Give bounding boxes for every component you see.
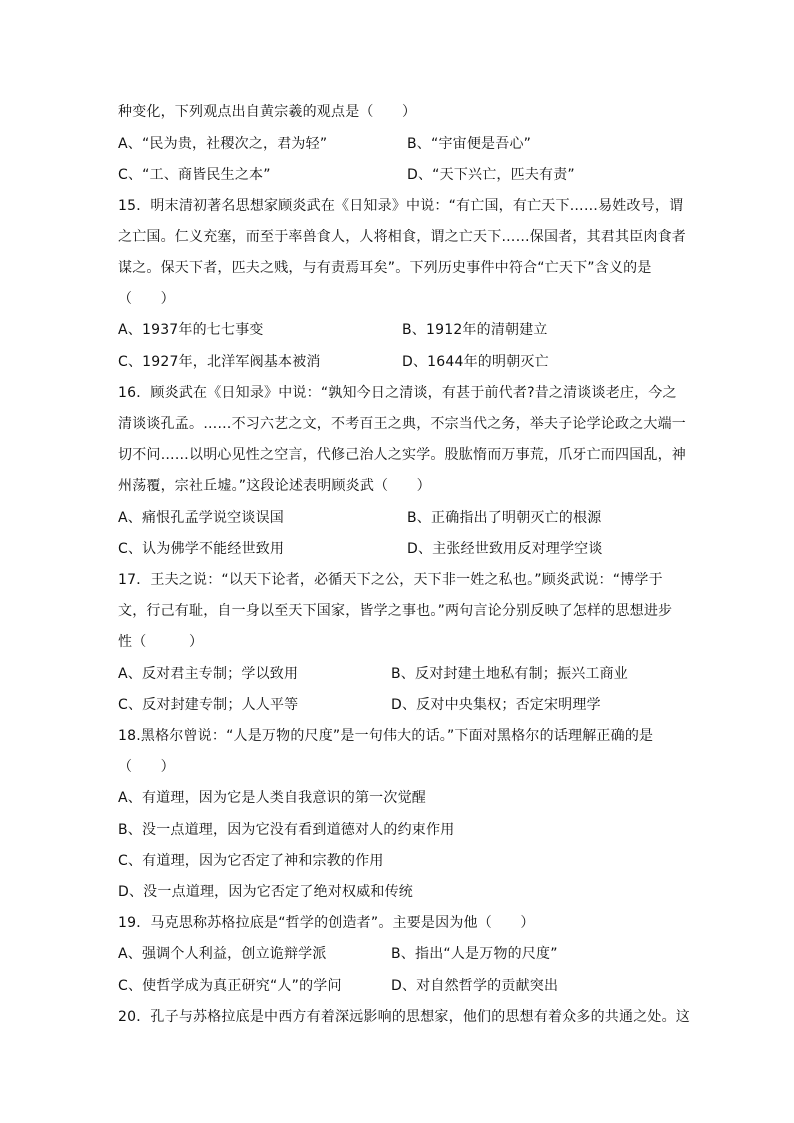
q15-stem-line: 15．明末清初著名思想家顾炎武在《日知录》中说：“有亡国，有亡天下……易姓改号，谓 [118,198,684,214]
q18-option-b: B、没一点道理，因为它没有看到道德对人的约束作用 [118,822,455,838]
q19-option-c: C、使哲学成为真正研究“人”的学问 [118,978,342,994]
q19-option-d: D、对自然哲学的贡献突出 [391,978,559,994]
q18-stem-line: 18.黑格尔曾说：“人是万物的尺度”是一句伟大的话。”下面对黑格尔的话理解正确的是 [118,728,654,744]
q19-option-a: A、强调个人利益，创立诡辩学派 [118,946,327,962]
q16-stem-line: 州荡覆，宗社丘墟。”这段论述表明顾炎武（ ） [118,478,431,494]
q14-option-c: C、“工、商皆民生之本” [118,167,271,183]
q15-option-b: B、1912年的清朝建立 [402,322,548,338]
q17-stem-line: 文，行己有耻，自一身以至天下国家，皆学之事也。”两句言论分别反映了怎样的思想进步 [118,603,673,619]
q17-stem-line: 性（ ） [118,634,204,650]
q15-option-a: A、1937年的七七事变 [118,322,264,338]
q17-option-b: B、反对封建土地私有制；振兴工商业 [391,666,629,682]
q14-option-b: B、“宇宙便是吾心” [407,136,532,152]
q16-stem-line: 清谈谈孔孟。……不习六艺之文，不考百王之典，不宗当代之务，举夫子论学论政之大端一 [118,416,686,432]
q18-option-d: D、没一点道理，因为它否定了绝对权威和传统 [118,884,413,900]
q17-option-d: D、反对中央集权；否定宋明理学 [391,697,601,713]
q16-stem-line: 切不问……以明心见性之空言，代修己治人之实学。股肱惰而万事荒，爪牙亡而四国乱，神 [118,447,686,463]
q19-option-b: B、指出“人是万物的尺度” [391,946,558,962]
q17-option-a: A、反对君主专制；学以致用 [118,666,299,682]
q16-option-a: A、痛恨孔孟学说空谈误国 [118,510,284,526]
q16-option-d: D、主张经世致用反对理学空谈 [407,541,603,557]
q15-stem-line: 之亡国。仁义充塞，而至于率兽食人，人将相食，谓之亡天下……保国者，其君其臣肉食者 [118,229,686,245]
q20-stem-line: 20．孔子与苏格拉底是中西方有着深远影响的思想家，他们的思想有着众多的共通之处。这 [118,1009,691,1025]
q14-option-a: A、“民为贵，社稷次之，君为轻” [118,136,328,152]
q15-option-c: C、1927年，北洋军阀基本被消 [118,354,321,370]
q18-option-c: C、有道理，因为它否定了神和宗教的作用 [118,853,384,869]
q17-option-c: C、反对封建专制；人人平等 [118,697,299,713]
q17-stem-line: 17．王夫之说：“以天下论者，必循天下之公，天下非一姓之私也。”顾炎武说：“博学于 [118,572,663,588]
q14-option-d: D、“天下兴亡，匹夫有责” [407,167,575,183]
q16-option-c: C、认为佛学不能经世致用 [118,541,285,557]
q15-stem-line: 谋之。保天下者，匹夫之贱，与有责焉耳矣”。下列历史事件中符合“亡天下”含义的是 [118,260,652,276]
q16-option-b: B、正确指出了明朝灭亡的根源 [407,510,602,526]
q18-answer-blank: （ ） [118,759,175,775]
q16-stem-line: 16．顾炎武在《日知录》中说：“孰知今日之清谈，有甚于前代者?昔之清谈谈老庄，今之 [118,385,677,401]
q19-stem-line: 19．马克思称苏格拉底是“哲学的创造者”。主要是因为他（ ） [118,915,535,931]
q15-option-d: D、1644年的明朝灭亡 [402,354,549,370]
q15-answer-blank: （ ） [118,291,175,307]
q14-stem-line: 种变化，下列观点出自黄宗羲的观点是（ ） [118,104,417,120]
q18-option-a: A、有道理，因为它是人类自我意识的第一次觉醒 [118,790,426,806]
